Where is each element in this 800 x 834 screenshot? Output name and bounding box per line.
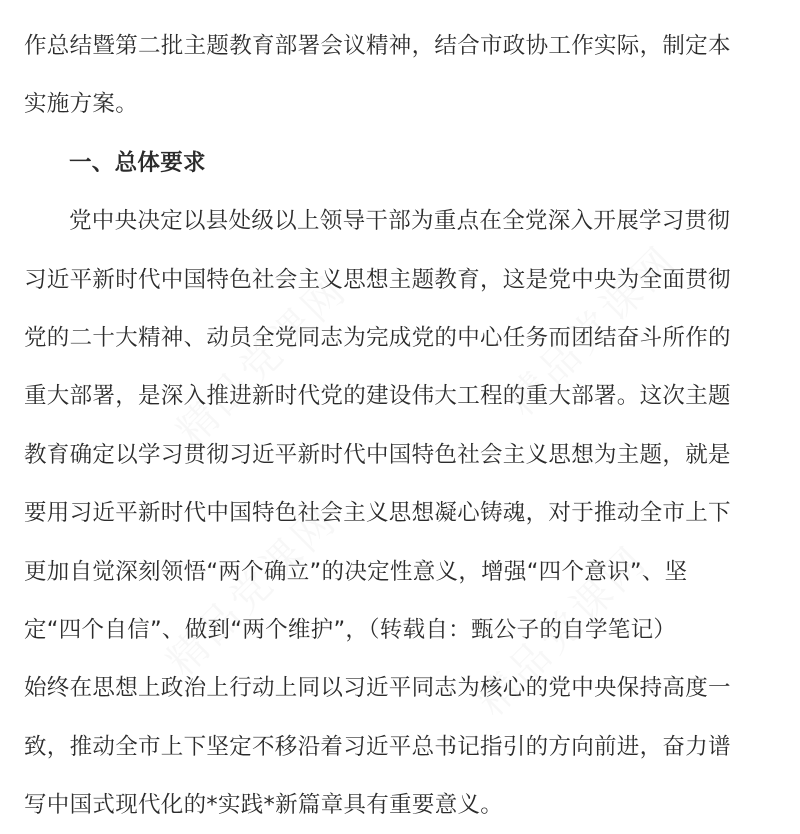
text-line-7: 重大部署，是深入推进新时代党的建设伟大工程的重大部署。这次主题 [24, 383, 731, 410]
section-heading: 一、总体要求 [69, 149, 206, 176]
text-line-8: 教育确定以学习贯彻习近平新时代中国特色社会主义思想为主题，就是 [24, 441, 731, 468]
text-line-14: 写中国式现代化的*实践*新篇章具有重要意义。 [24, 792, 504, 819]
watermark: 精品党课网 [158, 496, 347, 686]
watermark: 精品党课网 [168, 266, 357, 456]
text-line-9: 要用习近平新时代中国特色社会主义思想凝心铸魂，对于推动全市上下 [24, 500, 731, 527]
text-line-10: 更加自觉深刻领悟“两个确立”的决定性意义，增强“四个意识”、坚 [24, 558, 688, 585]
text-line-12: 始终在思想上政治上行动上同以习近平同志为核心的党中央保持高度一 [24, 675, 731, 702]
paragraph-first-line: 党中央决定以县处级以上领导干部为重点在全党深入开展学习贯彻 [69, 208, 731, 235]
watermark: 精品党课网 [468, 536, 657, 726]
text-line-5: 习近平新时代中国特色社会主义思想主题教育，这是党中央为全面贯彻 [24, 266, 731, 293]
text-line-11: 定“四个自信”、做到“两个维护”，（转载自：甄公子的自学笔记） [24, 616, 677, 643]
text-line-1: 作总结暨第二批主题教育部署会议精神，结合市政协工作实际，制定本 [24, 33, 731, 59]
text-line-6: 党的二十大精神、动员全党同志为完成党的中心任务而团结奋斗所作的 [24, 324, 731, 351]
text-line-2: 实施方案。 [24, 91, 139, 118]
watermark: 精品党课网 [498, 236, 687, 426]
text-line-13: 致，推动全市上下坚定不移沿着习近平总书记指引的方向前进，奋力谱 [24, 733, 731, 760]
